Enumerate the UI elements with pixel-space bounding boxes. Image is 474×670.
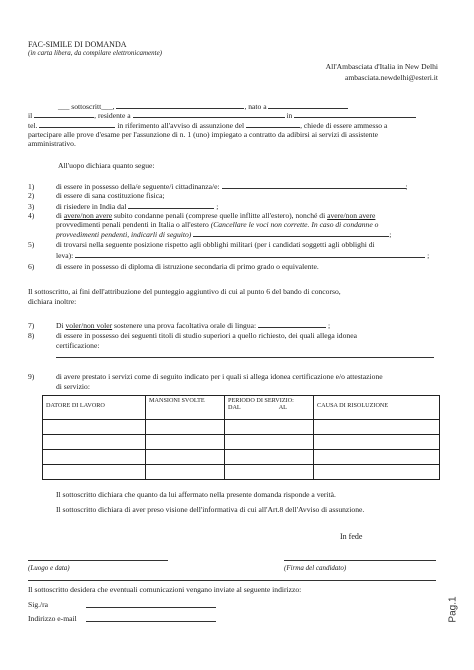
item-5-line-2 (56, 250, 429, 261)
item-2-text: di essere di sana costituzione fisica; (56, 191, 165, 200)
name-field[interactable] (116, 101, 244, 109)
item-9-line-2: di servizio: (56, 382, 90, 391)
page-number-text: Pag.1 (447, 596, 459, 623)
firma-label: (Firma del candidato) (284, 564, 347, 572)
table-header-cell (43, 396, 146, 420)
intro-line-2 (28, 110, 416, 121)
table-row[interactable] (43, 435, 440, 450)
item-7-pre: Di (56, 321, 64, 330)
residence-date-field[interactable] (128, 201, 214, 209)
item-2 (28, 191, 165, 201)
declaration-intro: All'uopo dichiara quanto segue: (58, 161, 155, 170)
item-4-choice-1[interactable]: avere/non avere (63, 211, 113, 220)
item-5-l2: leva): (56, 251, 74, 260)
avviso-date-field[interactable] (246, 120, 300, 128)
document-title: FAC-SIMILE DI DOMANDA (28, 40, 127, 49)
intro-riferimento: in riferimento all'avviso di assunzione del (117, 121, 245, 130)
table-row[interactable] (43, 450, 440, 465)
military-status-field[interactable] (75, 250, 425, 258)
item-8-line-2: certificazione: (56, 341, 100, 350)
intro-residente: , residente a (94, 111, 131, 120)
item-number: 9) (28, 372, 35, 381)
table-header-cell (225, 396, 314, 420)
penal-details-field[interactable] (193, 229, 392, 239)
service-table (42, 395, 440, 480)
recipient-name: All'Ambasciata d'Italia in New Delhi (325, 62, 438, 71)
language-field[interactable] (258, 320, 326, 328)
sig-field-line[interactable] (86, 607, 216, 608)
titoli-field-line[interactable] (56, 357, 434, 358)
separator-line (28, 580, 436, 581)
item-number: 7) (28, 321, 35, 330)
birthplace-field[interactable] (268, 101, 348, 109)
item-number: 8) (28, 331, 35, 340)
item-number: 6) (28, 262, 35, 271)
col-dal: DAL (228, 404, 241, 411)
item-9-l1: di avere prestato i servizi come di seguito indicato per i quali si allega idonea certificazione e/o attestazione (56, 372, 383, 381)
punteggio-line-1: Il sottoscritto, ai fini dell'attribuzione del punteggio aggiuntivo di cui al punto 6 del bando di concorso, (28, 287, 341, 296)
item-6 (28, 262, 319, 272)
item-3-end: ; (216, 202, 219, 211)
item-8-l1: di essere in possesso dei seguenti titoli di studio superiori a quello richiesto, dei quali allega idonea (56, 331, 357, 340)
intro-line-5: amministrativo. (28, 139, 76, 148)
closing-informativa: Il sottoscritto dichiara di aver preso visione dell'informativa di cui all'Art.8 dell'Avviso di assunzione. (56, 505, 365, 514)
col-causa: CAUSA DI RISOLUZIONE (317, 402, 389, 409)
col-al: AL (278, 404, 287, 411)
page-number (447, 588, 468, 634)
item-7 (28, 320, 330, 331)
item-9-line-1 (28, 372, 383, 382)
intro-nato: , nato a (244, 102, 267, 111)
intro-il: il (28, 111, 33, 120)
document-subtitle: (in carta libera, da compilare elettronicamente) (28, 49, 163, 57)
email-label: Indirizzo e-mail (28, 614, 77, 623)
phone-field[interactable] (39, 120, 115, 128)
punteggio-line-2: dichiara inoltre: (28, 297, 77, 306)
intro-line-4: partecipare alle prove d'esame per l'assunzione di n. 1 (uno) impiegato a contratto da adibirsi ai servizi di assistente (28, 130, 379, 139)
luogo-label: (Luogo e data) (28, 564, 70, 572)
citizenship-field[interactable] (222, 181, 406, 189)
item-1-end: ; (405, 182, 408, 191)
item-4-line-3 (56, 229, 391, 240)
item-4-choice-2[interactable]: avere/non avere (327, 211, 376, 220)
item-1-text: di essere in possesso della/e seguente/i cittadinanza/e: (56, 182, 220, 191)
firma-field-line[interactable] (284, 560, 436, 561)
comms-text: Il sottoscritto desidera che eventuali comunicazioni vengano inviate al seguente indirizzo: (28, 585, 302, 594)
item-number: 3) (28, 202, 35, 211)
item-number: 5) (28, 240, 35, 249)
recipient-email: ambasciata.newdelhi@esteri.it (344, 73, 438, 82)
item-5-line-1 (28, 240, 375, 250)
intro-sottoscritto: ___ sottoscritt___, (58, 102, 115, 111)
item-7-choice[interactable]: voler/non voler (65, 321, 113, 330)
intro-chiede: , chiede di essere ammesso a (300, 121, 388, 130)
item-number: 2) (28, 191, 35, 200)
residence-field[interactable] (133, 110, 285, 118)
table-row[interactable] (43, 420, 440, 435)
item-1 (28, 181, 408, 192)
item-4-mid: subito condanne penali (comprese quelle inflitte all'estero), nonché di (114, 211, 326, 220)
item-4-l3: provvedimenti pendenti, indicarli di seguito) (56, 230, 192, 239)
col-datore: DATORE DI LAVORO (46, 402, 105, 409)
item-4-l2a: provvedimenti penali pendenti in Italia o all'estero (56, 220, 209, 229)
item-4-l2b: (Cancellare le voci non corrette. In caso di condanne o (210, 220, 379, 229)
table-header-cell (146, 396, 225, 420)
item-number: 4) (28, 211, 35, 220)
intro-in: in (286, 111, 293, 120)
email-field-line[interactable] (86, 621, 216, 622)
closing-verita: Il sottoscritto dichiara che quanto da lui affermato nella presente domanda risponde a verità. (56, 490, 336, 499)
col-periodo-sub (228, 404, 310, 411)
item-number: 1) (28, 182, 35, 191)
col-mansioni: MANSIONI SVOLTE (149, 397, 205, 404)
sig-label: Sig./ra (28, 600, 49, 609)
item-6-text: di essere in possesso di diploma di istruzione secondaria di primo grado o equivalente. (56, 262, 319, 271)
item-7-end: ; (327, 321, 331, 330)
table-row[interactable] (43, 465, 440, 480)
item-3-text: di risiedere in India dal (56, 202, 127, 211)
item-5-l1: di trovarsi nella seguente posizione rispetto agli obblighi militari (per i candidati soggetti agli obblighi di (56, 240, 375, 249)
table-header-cell (314, 396, 440, 420)
table-header-row (43, 396, 440, 420)
luogo-field-line[interactable] (28, 560, 168, 561)
intro-line-3 (28, 120, 387, 131)
item-7-text: sostenere una prova facoltativa orale di lingua: (114, 321, 257, 330)
item-3 (28, 201, 218, 212)
intro-tel: tel. (28, 121, 38, 130)
item-8-line-1 (28, 331, 357, 341)
col-periodo: PERIODO DI SERVIZIO: (228, 397, 294, 404)
item-5-end: ; (427, 251, 430, 260)
item-4-end: ; (389, 230, 392, 239)
in-fede: In fede (340, 532, 363, 541)
item-4-pre: di (56, 211, 62, 220)
address-field[interactable] (294, 110, 416, 118)
birthdate-field[interactable] (34, 110, 94, 118)
